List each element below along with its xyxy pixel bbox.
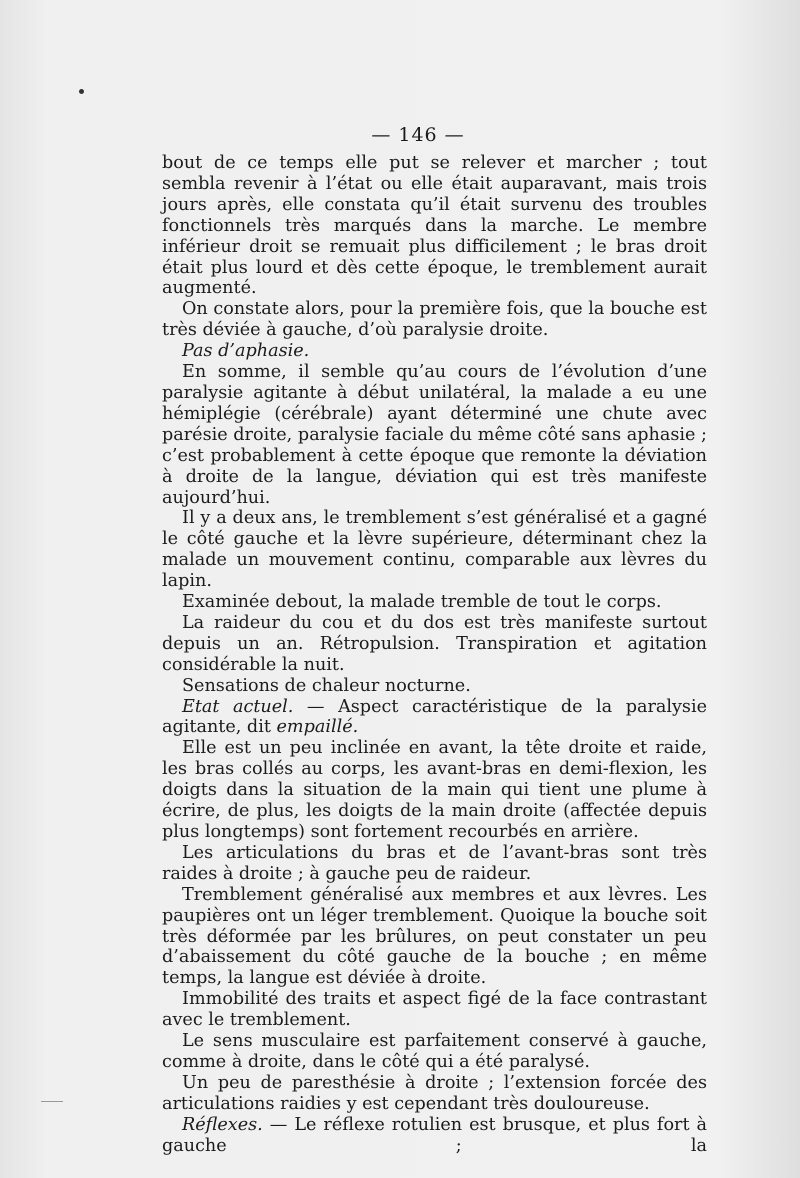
paragraph-deviation: On constate alors, pour la première fois, que la bouche est très déviée à gauche, d’où paralysie droite. — [162, 299, 707, 341]
paragraph-inclinee: Elle est un peu inclinée en avant, la tête droite et raide, les bras collés au corps, les avant-bras en demi-flexion, les doigts dans la situation de la main qui tient une plume à écrire, de plus, les doigts de la main droite (affectée depuis plus longtemps) sont fortement recourbés en arrière. — [162, 738, 707, 842]
paragraph-articulations: Les articulations du bras et de l’avant-bras sont très raides à droite ; à gauche peu de raideur. — [162, 842, 707, 884]
paragraph-immobilite: Immobilité des traits et aspect figé de la face contrastant avec le tremblement. — [162, 989, 707, 1031]
reflexes-heading: Réflexes. — [182, 1114, 263, 1135]
page-number: — 146 — — [371, 124, 465, 146]
paragraph-aphasie: Pas d’aphasie. — [182, 341, 310, 362]
paragraph-etat-actuel — [162, 697, 707, 739]
paragraph-paresthesie: Un peu de paresthésie à droite ; l’extension forcée des articulations raidies y est cependant très douloureuse. — [162, 1072, 707, 1114]
paragraph-continuation: bout de ce temps elle put se relever et marcher ; tout sembla revenir à l’état ou elle était auparavant, mais trois jours après, elle constata qu’il était survenu des troubles fonctionnels très marqués dans la marche. Le membre inférieur droit se remuait plus difficilement ; le bras droit était plus lourd et dès cette époque, le tremblement aurait augmenté. — [162, 153, 707, 299]
reflexes-text: — Le réflexe rotulien est brusque, et plus fort à gauche ; la — [162, 1114, 707, 1156]
paragraph-raideur: La raideur du cou et du dos est très manifeste surtout depuis un an. Rétropulsion. Transpiration et agitation considérable la nuit. — [162, 612, 707, 675]
paragraph-deux-ans: Il y a deux ans, le tremblement s’est généralisé et a gagné le côté gauche et la lèvre supérieure, déterminant chez la malade un mouvement continu, comparable aux lèvres du lapin. — [162, 508, 707, 592]
margin-mark — [41, 1101, 63, 1102]
etat-actuel-text: — Aspect caractéristique de la paralysie agitante, dit — [162, 696, 707, 738]
paragraph-reflexes — [162, 1115, 707, 1157]
paragraph-tremblement: Tremblement généralisé aux membres et aux lèvres. Les paupières ont un léger tremblement. Quoique la bouche soit très déformée par les brûlures, on peut constater un peu d’abaissement du côté gauche de la bouche ; en même temps, la langue est déviée à droite. — [162, 884, 707, 989]
paragraph-sensations: Sensations de chaleur nocturne. — [182, 675, 471, 696]
paragraph-en-somme: En somme, il semble qu’au cours de l’évolution d’une paralysie agitante à début unilatéral, la malade a eu une hémiplégie (cérébrale) ayant déterminé une chute avec parésie droite, paralysie faciale du même côté sans aphasie ; c’est probablement à cette époque que remonte la déviation à droite de la langue, déviation qui est très manifeste aujourd’hui. — [162, 362, 707, 508]
page-body — [162, 153, 707, 1157]
paragraph-sens-musculaire: Le sens musculaire est parfaitement conservé à gauche, comme à droite, dans le côté qui a été paralysé. — [162, 1031, 707, 1072]
paragraph-examinee: Examinée debout, la malade tremble de tout le corps. — [182, 592, 662, 613]
etat-actuel-heading: Etat actuel. — [182, 696, 294, 717]
ink-speck — [79, 89, 84, 94]
empaille-term: empaillé. — [276, 717, 359, 738]
